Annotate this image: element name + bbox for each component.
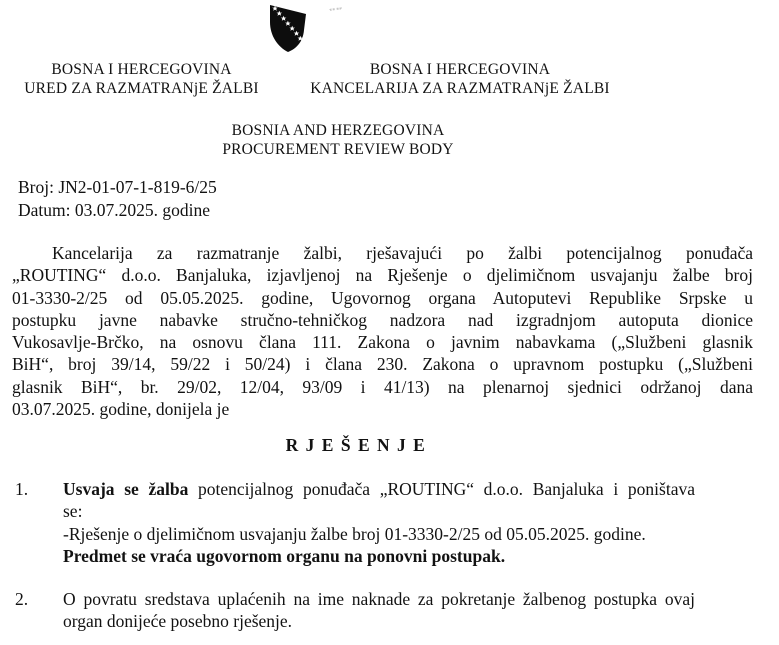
header-office-line: KANCELARIJA ZA RAZMATRANjE ŽALBI: [310, 80, 610, 97]
text-line: O povratu sredstava uplaćenih na ime naknade za pokretanje žalbenog postupka ovaj: [63, 589, 695, 610]
text-line: BiH“, broj 39/14, 59/22 i 50/24) i člana 230. Zakona o upravnom postupku („Službeni: [12, 354, 753, 375]
decision-item-1: [12, 478, 753, 567]
decision-heading: R J E Š E N J E: [285, 435, 427, 455]
scan-artifact: [330, 7, 343, 16]
text-line: Kancelarija za razmatranje žalbi, rješavajući po žalbi potencijalnog ponuđača: [52, 243, 753, 263]
text-line: [63, 478, 695, 500]
header-country-line: BOSNA I HERCEGOVINA: [51, 61, 232, 78]
item-lead-bold: Usvaja se žalba: [63, 479, 189, 499]
reference-block: [18, 176, 217, 221]
header-institution-serbian: [285, 60, 635, 98]
decision-items: [12, 478, 753, 633]
text-line: 03.07.2025. godine, donijela je: [12, 399, 230, 420]
decision-item-2: [12, 588, 753, 633]
header-country-line: BOSNA I HERCEGOVINA: [369, 61, 551, 78]
header-country-line: BOSNIA AND HERZEGOVINA: [231, 122, 445, 139]
text-line: „ROUTING“ d.o.o. Banjaluka, izjavljenoj na Rješenje o djelimičnom usvajanju žalbe broj: [12, 265, 753, 286]
item-number: 1.: [15, 479, 29, 499]
header-office-line: URED ZA RAZMATRANjE ŽALBI: [24, 80, 259, 97]
text-line: -Rješenje o djelimičnom usvajanju žalbe broj 01-3330-2/25 od 05.05.2025. godine.: [63, 523, 646, 544]
item-content: [63, 588, 695, 633]
item-content: [63, 478, 695, 567]
header-institution-bosnian: [0, 60, 283, 98]
item-lead-rest: potencijalnog ponuđača „ROUTING“ d.o.o. Banjaluka i poništava: [188, 479, 695, 499]
text-line: organ donijeće posebno rješenje.: [63, 611, 293, 632]
coat-of-arms-bih-icon: [266, 2, 312, 54]
item-number: 2.: [15, 589, 29, 610]
text-line: Vukosavlje-Brčko, na osnovu člana 111. Zakona o javnim nabavkama („Službeni glasnik: [12, 332, 753, 353]
text-line: 01-3330-2/25 od 05.05.2025. godine, Ugovornog organa Autoputevi Republike Srpske u: [12, 287, 753, 308]
document-number: Broj: JN2-01-07-1-819-6/25: [18, 177, 217, 197]
bilingual-header: [0, 60, 779, 98]
header-institution-english: [0, 121, 676, 159]
text-line: postupku javne nabavke stručno-tehničkog nadzora nad izgradnjom autoputa dionice: [12, 309, 753, 330]
text-line: se:: [63, 501, 83, 522]
document-date: Datum: 03.07.2025. godine: [18, 199, 210, 220]
intro-paragraph: [12, 242, 753, 420]
header-office-line: PROCUREMENT REVIEW BODY: [222, 141, 454, 158]
text-line: glasnik BiH“, br. 29/02, 12/04, 93/09 i 41/13) na plenarnoj sjednici održanoj dana: [12, 376, 753, 397]
text-line-bold: Predmet se vraća ugovornom organu na ponovni postupak.: [63, 545, 506, 566]
